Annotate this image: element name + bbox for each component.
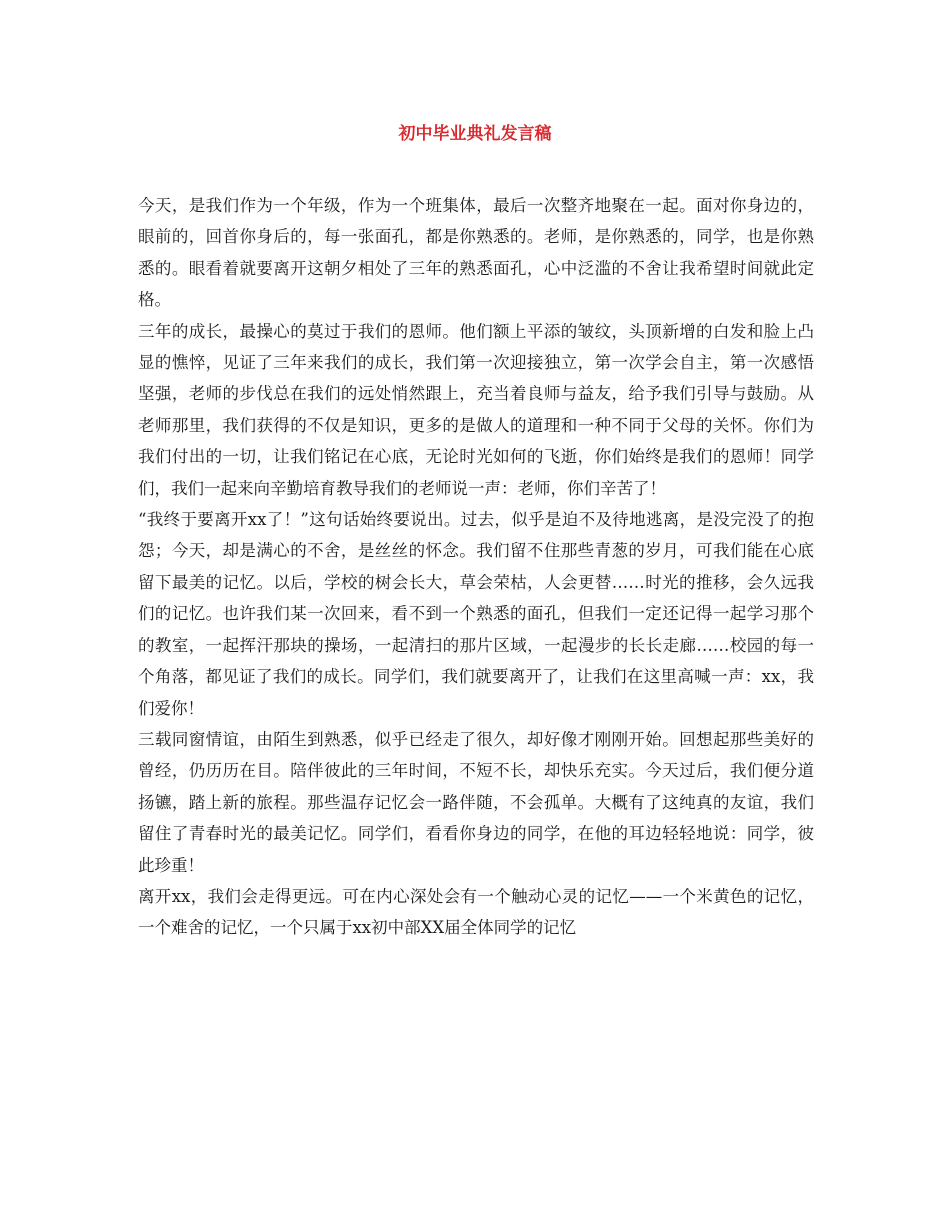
paragraph-3: “我终于要离开xx了！”这句话始终要说出。过去，似乎是迫不及待地逃离，是没完没了的抱怨；今天，却是满心的不舍，是丝丝的怀念。我们留不住那些青葱的岁月，可我们能在心底留下最美的记忆。以后，学校的树会长大，草会荣枯，人会更替……时光的推移，会久远我们的记忆。也许我们某一次回来，看不到一个熟悉的面孔，但我们一定还记得一起学习那个的教室，一起挥汗那块的操场，一起清扫的那片区域，一起漫步的长长走廊……校园的每一个角落，都见证了我们的成长。同学们，我们就要离开了，让我们在这里高喊一声：xx，我们爱你！ [138,510,814,718]
document-body [138,190,814,944]
paragraph-1: 今天，是我们作为一个年级，作为一个班集体，最后一次整齐地聚在一起。面对你身边的，眼前的，回首你身后的，每一张面孔，都是你熟悉的。老师，是你熟悉的，同学，也是你熟悉的。眼看着就要离开这朝夕相处了三年的熟悉面孔，心中泛滥的不舍让我希望时间就此定格。 [138,196,814,310]
paragraph-2: 三年的成长，最操心的莫过于我们的恩师。他们额上平添的皱纹，头顶新增的白发和脸上凸显的憔悴，见证了三年来我们的成长，我们第一次迎接独立，第一次学会自主，第一次感悟坚强，老师的步伐总在我们的远处悄然跟上，充当着良师与益友，给予我们引导与鼓励。从老师那里，我们获得的不仅是知识，更多的是做人的道理和一种不同于父母的关怀。你们为我们付出的一切，让我们铭记在心底，无论时光如何的飞逝，你们始终是我们的恩师！同学们，我们一起来向辛勤培育教导我们的老师说一声：老师，你们辛苦了！ [138,321,814,498]
paragraph-5: 离开xx，我们会走得更远。可在内心深处会有一个触动心灵的记忆——一个米黄色的记忆，一个难舍的记忆，一个只属于xx初中部XX届全体同学的记忆 [138,886,814,938]
document-title: 初中毕业典礼发言稿 [398,124,552,144]
paragraph-4: 三载同窗情谊，由陌生到熟悉，似乎已经走了很久，却好像才刚刚开始。回想起那些美好的曾经，仍历历在目。陪伴彼此的三年时间，不短不长，却快乐充实。今天过后，我们便分道扬镳，踏上新的旅程。那些温存记忆会一路伴随，不会孤单。大概有了这纯真的友谊，我们留住了青春时光的最美记忆。同学们，看看你身边的同学，在他的耳边轻轻地说：同学，彼此珍重！ [138,729,814,875]
